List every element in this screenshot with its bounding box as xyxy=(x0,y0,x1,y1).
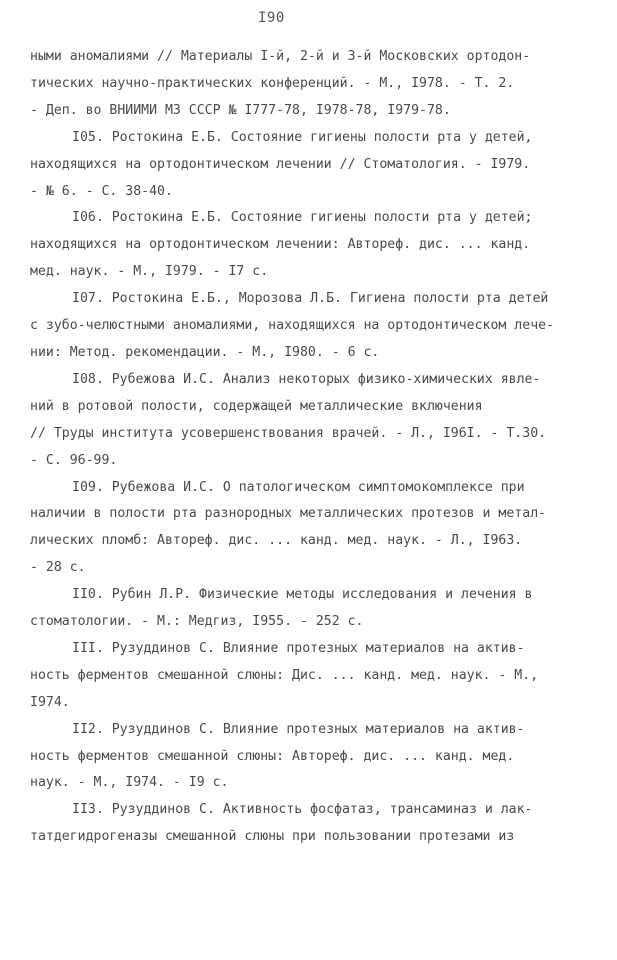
entry-line: // Труды института усовершенствования врачей. - Л., I96I. - Т.30. xyxy=(30,425,547,441)
page-number: I90 xyxy=(258,10,285,26)
bibliography-entry-continuation xyxy=(30,44,590,125)
entry-line: - 28 с. xyxy=(30,560,86,576)
entry-line: тических научно-практических конференций. - М., I978. - Т. 2. xyxy=(30,75,515,91)
entry-line: ность ферментов смешанной слюны: Дис. ... канд. мед. наук. - М., xyxy=(30,667,539,683)
entry-line: стоматологии. - М.: Медгиз, I955. - 252 с. xyxy=(30,614,364,630)
entry-line: - Деп. во ВНИИМИ МЗ СССР № I777-78, I978-78, I979-78. xyxy=(30,102,451,118)
entry-line: ность ферментов смешанной слюны: Автореф. дис. ... канд. мед. xyxy=(30,748,515,764)
bibliography-entry-113 xyxy=(30,797,590,851)
entry-line: находящихся на ортодонтическом лечении // Стоматология. - I979. xyxy=(30,156,531,172)
bibliography-entry-109 xyxy=(30,475,590,583)
entry-line: II0. Рубин Л.Р. Физические методы исследования и лечения в xyxy=(72,587,533,603)
bibliography-entry-108 xyxy=(30,367,590,475)
entry-line: I07. Ростокина Е.Б., Морозова Л.Б. Гигиена полости рта детей xyxy=(72,291,549,307)
bibliography-entry-107 xyxy=(30,286,590,367)
entry-line: - С. 96-99. xyxy=(30,452,118,468)
entry-line: - № 6. - С. 38-40. xyxy=(30,183,173,199)
entry-line: I05. Ростокина Е.Б. Состояние гигиены полости рта у детей, xyxy=(72,129,533,145)
entry-line: лических пломб: Автореф. дис. ... канд. мед. наук. - Л., I963. xyxy=(30,533,523,549)
entry-line: I06. Ростокина Е.Б. Состояние гигиены полости рта у детей; xyxy=(72,210,533,226)
bibliography-entry-111 xyxy=(30,636,590,717)
entry-line: I08. Рубежова И.С. Анализ некоторых физико-химических явле- xyxy=(72,371,541,387)
bibliography-entry-110 xyxy=(30,582,590,636)
entry-line: II2. Рузуддинов С. Влияние протезных материалов на актив- xyxy=(72,721,525,737)
entry-line: наук. - М., I974. - I9 с. xyxy=(30,775,229,791)
entry-line: с зубо-челюстными аномалиями, находящихся на ортодонтическом лече- xyxy=(30,318,555,334)
entry-line: ными аномалиями // Материалы I-й, 2-й и 3-й Московских ортодон- xyxy=(30,49,531,64)
entry-line: наличии в полости рта разнородных металлических протезов и метал- xyxy=(30,506,547,522)
entry-line: татдегидрогеназы смешанной слюны при пользовании протезами из xyxy=(30,829,515,845)
bibliography-entry-105 xyxy=(30,125,590,206)
bibliography-entry-112 xyxy=(30,717,590,798)
entry-line: II3. Рузуддинов С. Активность фосфатаз, трансаминаз и лак- xyxy=(72,802,533,818)
entry-line: находящихся на ортодонтическом лечении: Автореф. дис. ... канд. xyxy=(30,237,531,253)
bibliography-entry-106 xyxy=(30,205,590,286)
entry-line: I974. xyxy=(30,694,70,710)
bibliography-list xyxy=(30,44,590,851)
entry-line: I09. Рубежова И.С. О патологическом симптомокомплексе при xyxy=(72,479,525,495)
entry-line: нии: Метод. рекомендации. - М., I980. - 6 с. xyxy=(30,344,380,360)
entry-line: мед. наук. - М., I979. - I7 с. xyxy=(30,264,269,280)
entry-line: III. Рузуддинов С. Влияние протезных материалов на актив- xyxy=(72,640,525,656)
entry-line: ний в ротовой полости, содержащей металлические включения xyxy=(30,398,483,414)
